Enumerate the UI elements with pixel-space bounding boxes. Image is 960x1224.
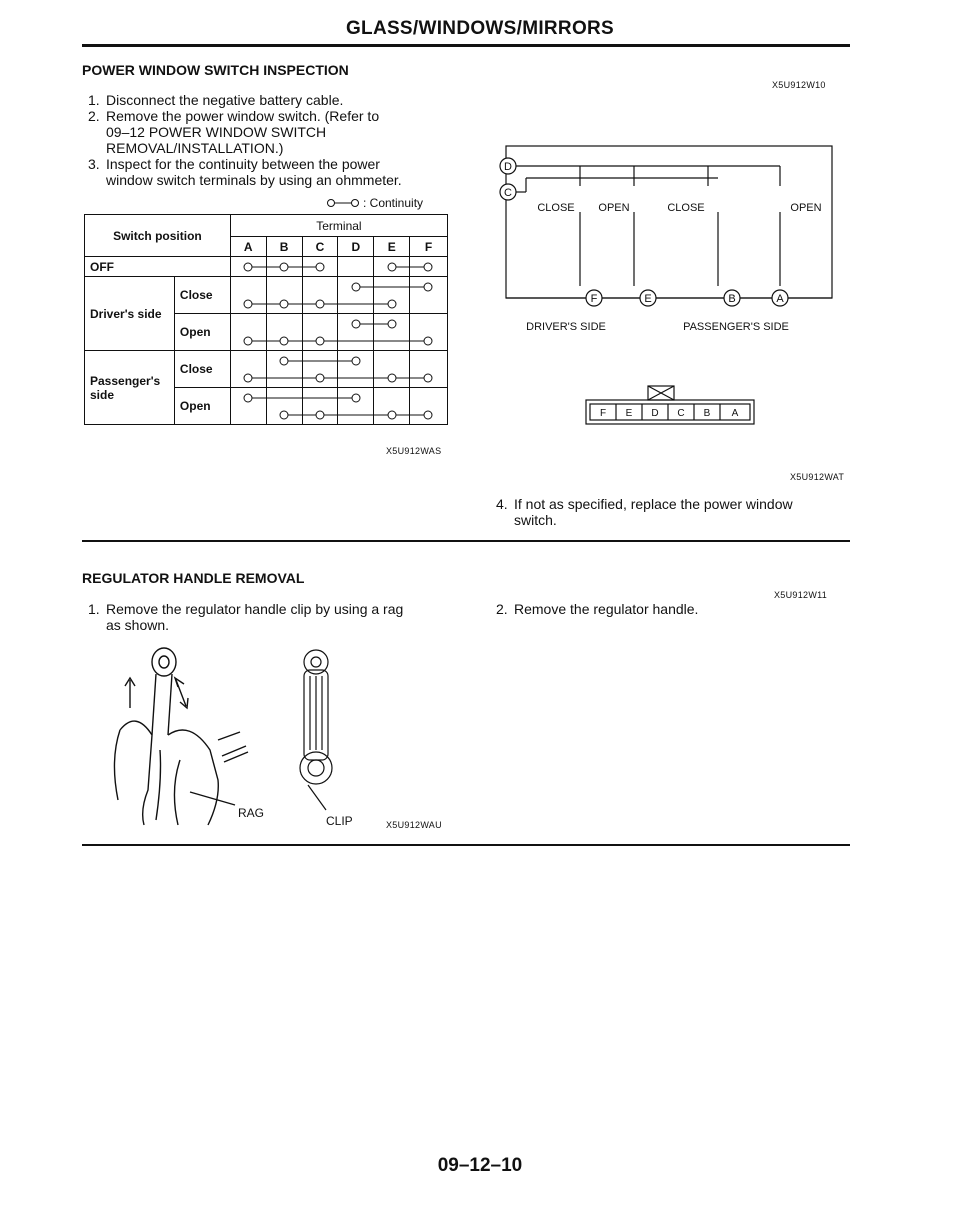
step-4-list <box>496 496 836 528</box>
removal-step-1: 1. Remove the regulator handle clip by using a rag as shown. <box>88 601 404 633</box>
removal-step-1-list <box>88 601 468 633</box>
regulator-handle-illustration <box>100 640 360 830</box>
figure-label-clip: CLIP <box>326 814 353 828</box>
continuity-marks <box>84 214 448 446</box>
continuity-table-wrapper <box>84 214 448 425</box>
switch-wiring-diagram <box>490 140 840 340</box>
diagram-label-drivers-side: DRIVER'S SIDE <box>526 321 606 333</box>
diagram-terminal-d: D <box>504 161 512 173</box>
step-2: 2. Remove the power window switch. (Refer to 09–12 POWER WINDOW SWITCH REMOVAL/INSTALLATION.) <box>88 108 380 156</box>
step-3: 3. Inspect for the continuity between the power window switch terminals by using an ohmmeter. <box>88 156 402 188</box>
section-code: X5U912W11 <box>774 590 828 600</box>
table-header-terminal: Terminal <box>230 215 447 237</box>
diagram-label-open: OPEN <box>598 202 630 214</box>
continuity-symbol-icon <box>326 198 360 208</box>
connector-pin: C <box>677 408 685 419</box>
diagram-terminal-b: B <box>728 293 736 305</box>
figure-label-rag: RAG <box>238 806 265 820</box>
step-4: 4. If not as specified, replace the power window switch. <box>496 496 793 528</box>
connector-pin: E <box>625 408 633 419</box>
diagram-label-close: CLOSE <box>537 202 575 214</box>
removal-step-2: 2. Remove the regulator handle. <box>496 601 699 617</box>
terminal-header: A <box>230 237 266 257</box>
page-number: 09–12–10 <box>437 1155 523 1176</box>
diagram-terminal-f: F <box>590 293 598 305</box>
header-rule <box>82 44 850 47</box>
row-label-off: OFF <box>85 257 231 277</box>
row-sub-close: Close <box>174 277 230 314</box>
step-1: 1. Disconnect the negative battery cable. <box>88 92 344 108</box>
connector-pin: F <box>599 408 607 419</box>
row-sub-close: Close <box>174 351 230 388</box>
terminal-header: F <box>410 237 448 257</box>
terminal-header: D <box>338 237 374 257</box>
row-label-passengers-side: Passenger's side <box>85 351 175 425</box>
row-sub-open: Open <box>174 388 230 425</box>
diagram-terminal-e: E <box>644 293 652 305</box>
diagram-code: X5U912WAT <box>790 472 845 482</box>
page-header-title: GLASS/WINDOWS/MIRRORS <box>345 18 615 39</box>
removal-step-2-list <box>496 601 816 617</box>
diagram-label-open: OPEN <box>790 202 822 214</box>
table-header-switch-position: Switch position <box>85 215 231 257</box>
connector-pin: A <box>731 408 739 419</box>
diagram-label-passengers-side: PASSENGER'S SIDE <box>683 321 789 333</box>
figure-code: X5U912WAU <box>386 820 442 830</box>
inspection-steps <box>88 92 468 188</box>
continuity-legend: : Continuity <box>326 196 423 210</box>
row-label-drivers-side: Driver's side <box>85 277 175 351</box>
table-code: X5U912WAS <box>386 446 442 456</box>
terminal-header: E <box>374 237 410 257</box>
section-title-power-window-switch-inspection: POWER WINDOW SWITCH INSPECTION <box>82 62 349 78</box>
diagram-label-close: CLOSE <box>667 202 705 214</box>
connector-pin: D <box>651 408 659 419</box>
section-bottom-rule <box>82 844 850 846</box>
terminal-header: B <box>266 237 302 257</box>
connector-pin: B <box>703 408 711 419</box>
section-code: X5U912W10 <box>772 80 826 90</box>
terminal-header: C <box>302 237 338 257</box>
diagram-terminal-a: A <box>776 293 784 305</box>
connector-diagram <box>582 382 772 432</box>
row-sub-open: Open <box>174 314 230 351</box>
diagram-terminal-c: C <box>504 187 512 199</box>
section-divider <box>82 540 850 542</box>
section-title-regulator-handle-removal: REGULATOR HANDLE REMOVAL <box>82 570 305 586</box>
